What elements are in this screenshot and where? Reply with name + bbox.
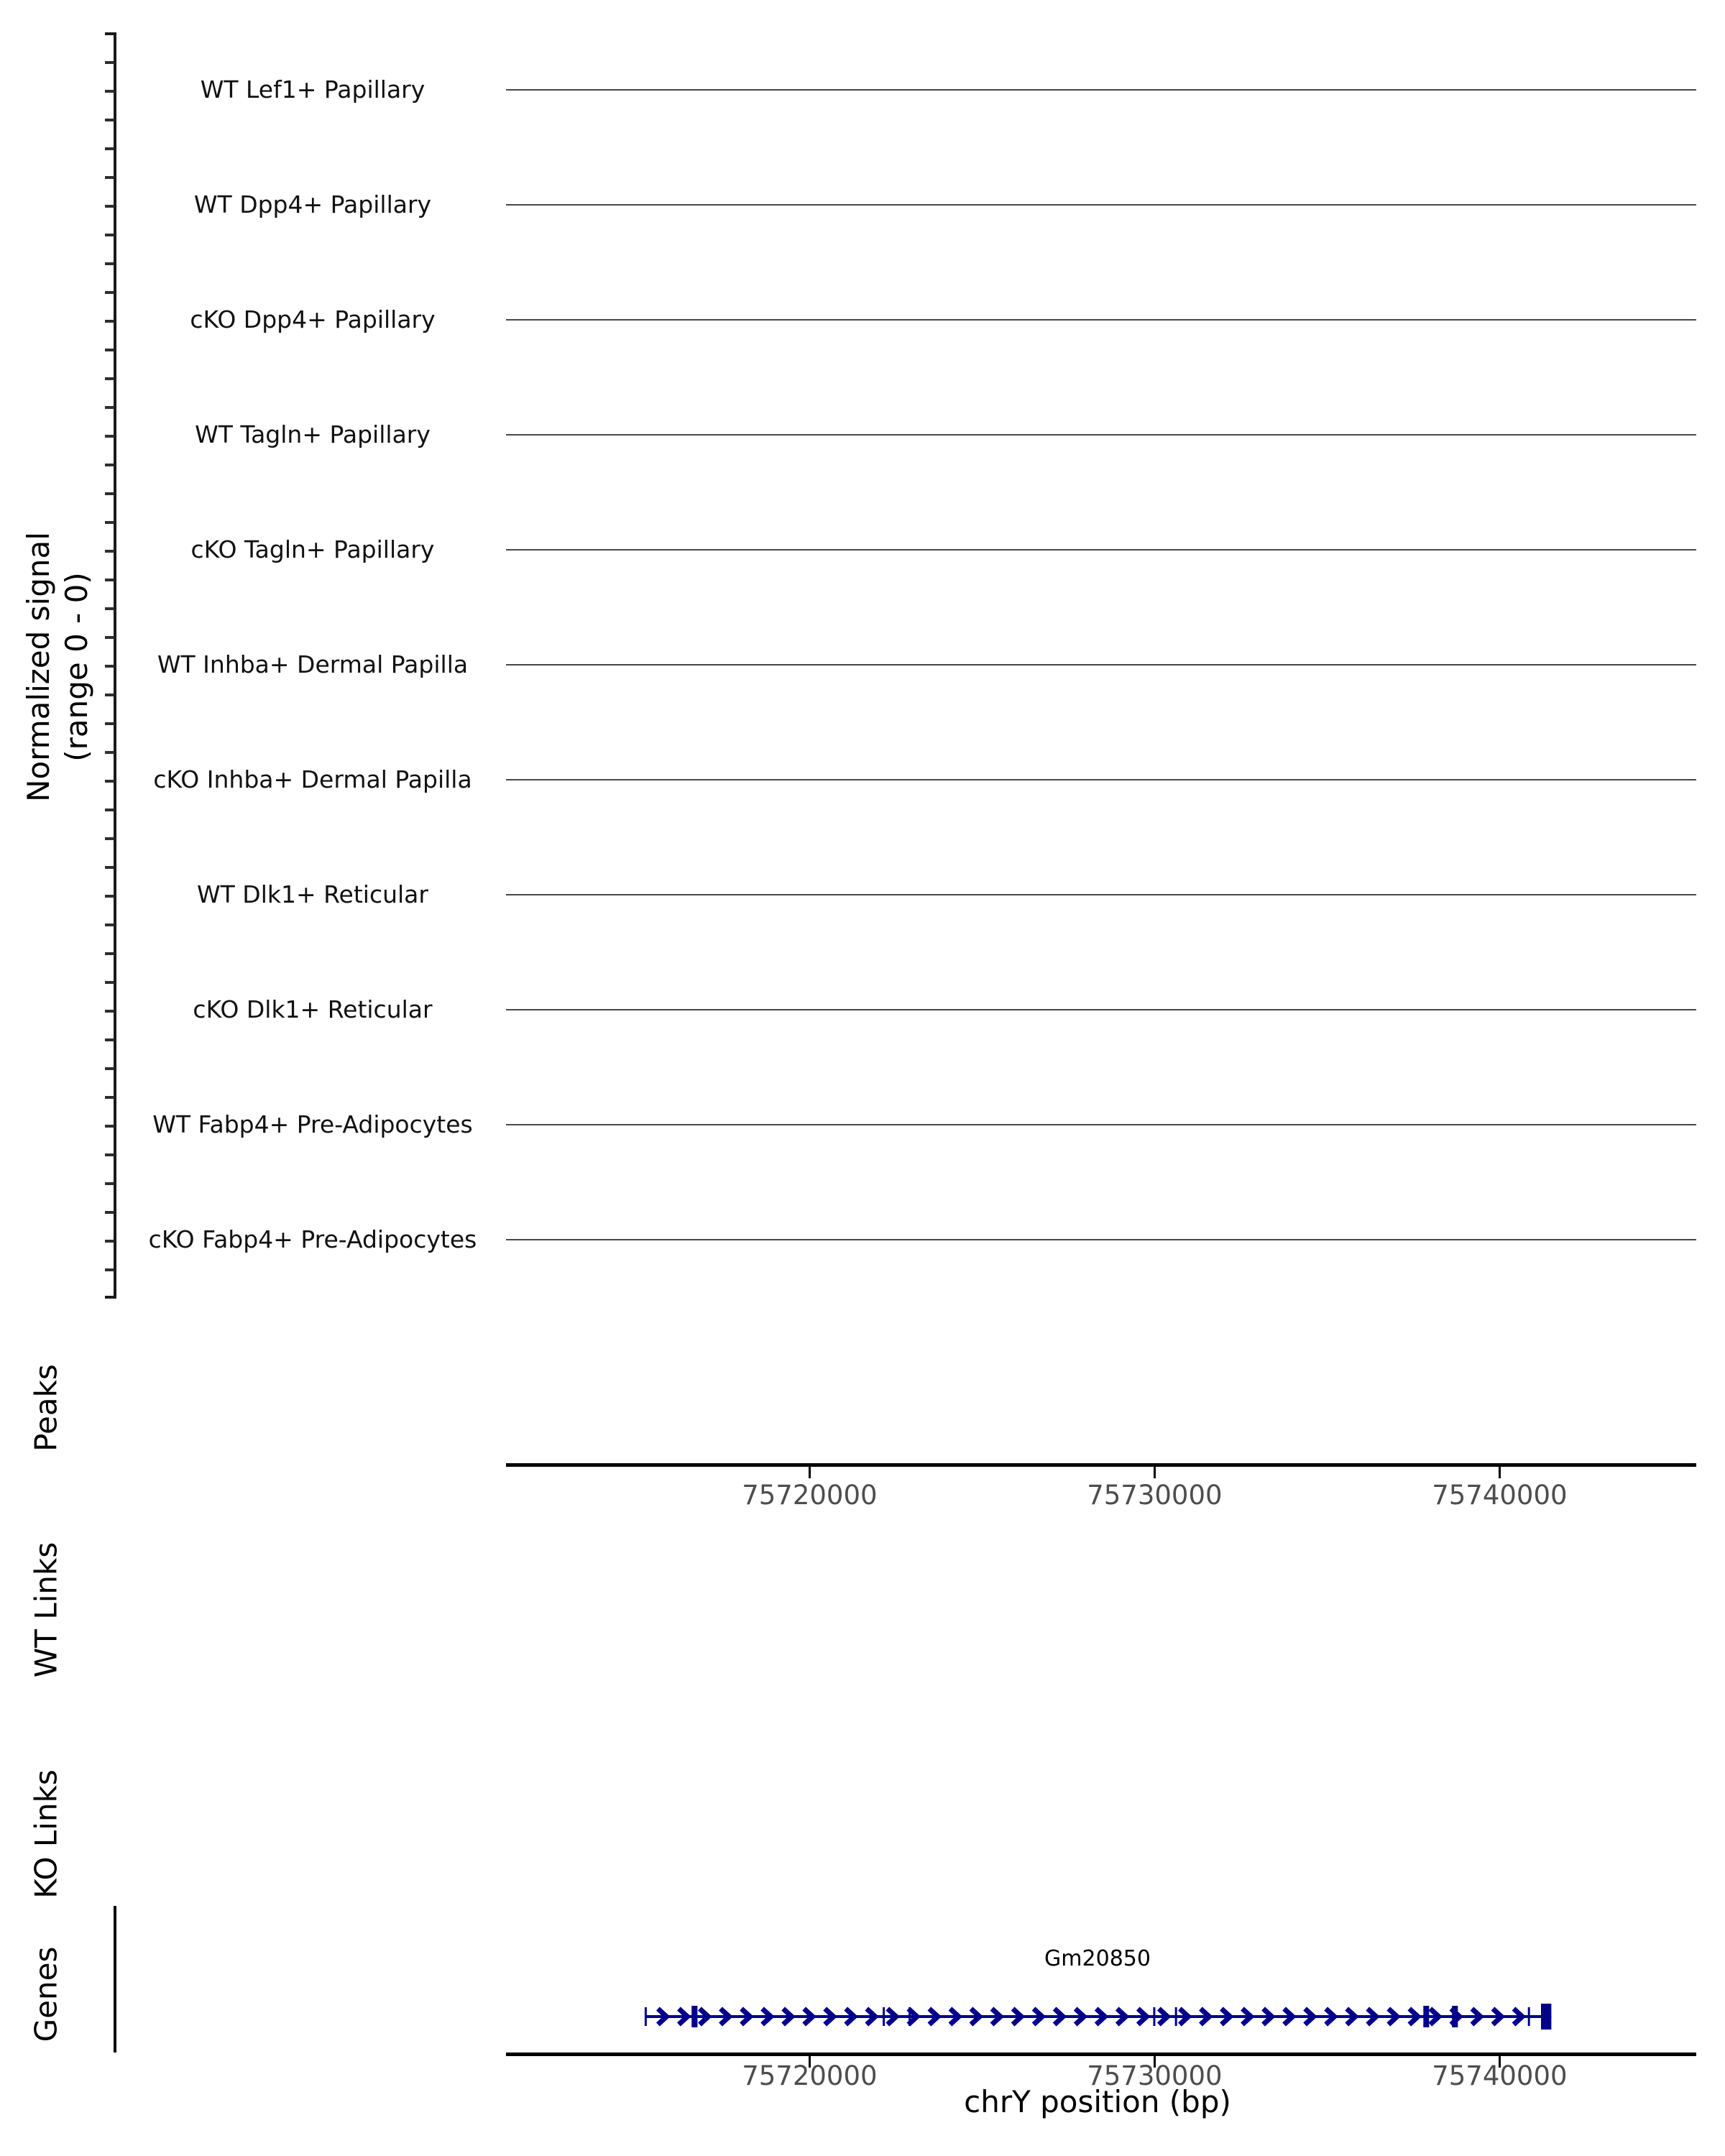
y-axis-tick — [105, 147, 114, 150]
gene-terminal-exon — [1541, 2004, 1551, 2030]
gene-exon — [691, 2006, 697, 2027]
y-axis-tick — [105, 1153, 114, 1156]
track-signal-line — [506, 89, 1696, 91]
track-label: WT Lef1+ Papillary — [200, 75, 426, 103]
gene-exon-tick — [1153, 2007, 1155, 2026]
y-axis-tick — [105, 837, 114, 840]
track-signal-line — [506, 894, 1696, 895]
y-axis-tick — [105, 119, 114, 121]
y-axis-tick — [105, 406, 114, 409]
y-axis-tick — [105, 291, 114, 294]
y-axis-tick — [105, 952, 114, 955]
y-axis-tick — [105, 636, 114, 639]
section-label-wt-links: WT Links — [28, 1542, 64, 1678]
y-axis-title-line2: (range 0 - 0) — [59, 572, 94, 762]
gene-exon — [1452, 2006, 1458, 2027]
y-axis-tick — [105, 923, 114, 926]
y-axis-tick — [105, 1211, 114, 1214]
section-label-ko-links: KO Links — [28, 1769, 64, 1899]
track-label: cKO Fabp4+ Pre-Adipocytes — [148, 1225, 477, 1253]
y-axis-tick — [105, 1096, 114, 1099]
y-axis-tick — [105, 751, 114, 754]
peaks-axis-tick-label: 75730000 — [1087, 1480, 1223, 1511]
track-signal-line — [506, 1239, 1696, 1240]
y-axis-tick — [105, 262, 114, 265]
track-signal-line — [506, 434, 1696, 436]
peaks-axis-tick-label: 75720000 — [742, 1480, 878, 1511]
y-axis-tick — [105, 205, 114, 208]
track-signal-line — [506, 1009, 1696, 1010]
y-axis-tick — [105, 808, 114, 811]
y-axis-tick — [105, 895, 114, 898]
section-label-genes: Genes — [28, 1946, 64, 2042]
track-signal-line — [506, 664, 1696, 665]
gene-exon-tick — [1528, 2007, 1530, 2026]
y-axis-tick — [105, 521, 114, 524]
genome-axis-tick-label: 75730000 — [1087, 2060, 1223, 2091]
y-axis-tick — [105, 464, 114, 466]
y-axis-tick — [105, 866, 114, 869]
track-label: cKO Dpp4+ Papillary — [190, 305, 436, 333]
y-axis-tick — [105, 1125, 114, 1128]
gene-exon-tick — [883, 2007, 885, 2026]
gene-exon-tick — [1175, 2007, 1177, 2026]
track-label: cKO Inhba+ Dermal Papilla — [153, 765, 472, 793]
y-axis-tick — [105, 1240, 114, 1243]
y-axis-tick — [105, 1038, 114, 1041]
y-axis-tick — [105, 90, 114, 93]
y-axis-cap-top — [105, 32, 116, 35]
gene-exon-tick — [645, 2007, 647, 2026]
track-label: WT Fabp4+ Pre-Adipocytes — [152, 1110, 473, 1138]
track-label: WT Dlk1+ Reticular — [197, 880, 428, 908]
y-axis-tick — [105, 349, 114, 351]
y-axis-tick — [105, 435, 114, 438]
peaks-axis-tick — [1154, 1467, 1156, 1478]
track-signal-line — [506, 1124, 1696, 1125]
y-axis-tick — [105, 607, 114, 610]
gene-exon-tick — [908, 2007, 911, 2026]
genome-axis-tick-label: 75740000 — [1432, 2060, 1568, 2091]
y-axis-tick — [105, 579, 114, 581]
peaks-axis-tick-label: 75740000 — [1432, 1480, 1568, 1511]
y-axis-title-line1: Normalized signal — [21, 532, 56, 802]
track-signal-line — [506, 779, 1696, 780]
y-axis-cap-bottom — [105, 1296, 116, 1299]
track-signal-line — [506, 549, 1696, 550]
y-axis-tick — [105, 492, 114, 495]
y-axis-tick — [105, 722, 114, 725]
peaks-axis-tick — [1499, 1467, 1501, 1478]
track-label: cKO Dlk1+ Reticular — [193, 995, 433, 1023]
y-axis-tick — [105, 665, 114, 668]
track-label: WT Tagln+ Papillary — [195, 420, 431, 448]
y-axis-tick — [105, 981, 114, 984]
y-axis-tick — [105, 1067, 114, 1070]
y-axis-tick — [105, 1182, 114, 1185]
track-label: WT Inhba+ Dermal Papilla — [157, 650, 469, 678]
y-axis-tick — [105, 176, 114, 179]
track-signal-line — [506, 204, 1696, 206]
y-axis-tick — [105, 234, 114, 236]
track-label: cKO Tagln+ Papillary — [190, 535, 435, 563]
section-label-peaks: Peaks — [28, 1364, 64, 1452]
track-signal-line — [506, 319, 1696, 321]
peaks-axis-tick — [809, 1467, 811, 1478]
track-label: WT Dpp4+ Papillary — [193, 190, 432, 218]
genome-axis-tick-label: 75720000 — [742, 2060, 878, 2091]
y-axis-tick — [105, 1010, 114, 1013]
y-axis-tick — [105, 377, 114, 380]
gene-exon — [1423, 2006, 1429, 2027]
y-axis-tick — [105, 780, 114, 783]
y-axis-tick — [105, 550, 114, 553]
y-axis-tick — [105, 694, 114, 696]
genome-axis-line — [506, 2053, 1696, 2056]
y-axis-tick — [105, 320, 114, 323]
gene-name-label: Gm20850 — [1044, 1946, 1151, 1971]
x-axis-title: chrY position (bp) — [964, 2084, 1231, 2119]
peaks-axis-line — [506, 1463, 1696, 1467]
y-axis-tick — [105, 1268, 114, 1271]
y-axis-tick — [105, 61, 114, 64]
